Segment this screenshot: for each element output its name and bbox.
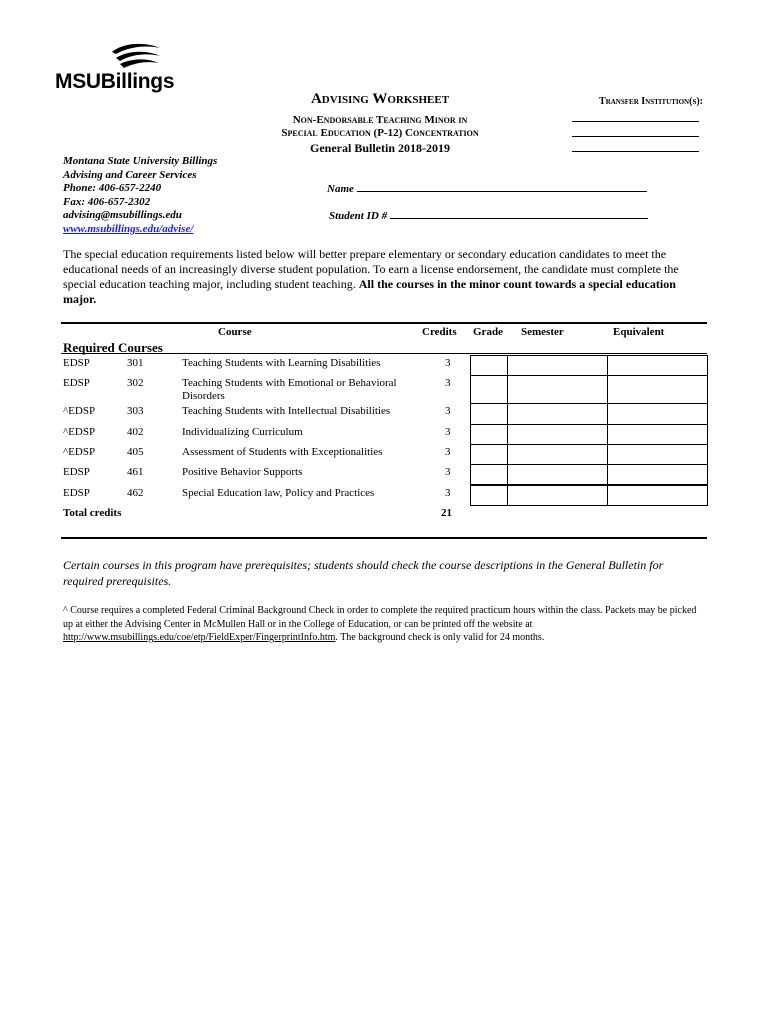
table-row <box>61 355 707 375</box>
grade-cell[interactable] <box>470 464 508 485</box>
table-row <box>61 464 707 484</box>
course-number: 462 <box>127 487 144 499</box>
table-row <box>61 444 707 464</box>
table-row <box>61 375 707 403</box>
grade-cell[interactable] <box>470 485 508 506</box>
course-credits: 3 <box>445 466 451 478</box>
course-number: 303 <box>127 405 144 417</box>
equivalent-cell[interactable] <box>607 485 708 506</box>
intro-paragraph <box>63 247 703 307</box>
course-credits: 3 <box>445 357 451 369</box>
course-number: 405 <box>127 446 144 458</box>
intro-bold-text: All the courses in the minor count towards a special education major. <box>63 277 676 306</box>
subtitle-line-1: Non-Endorsable Teaching Minor in <box>292 114 468 126</box>
course-title: Individualizing Curriculum <box>182 426 303 438</box>
equivalent-cell[interactable] <box>607 464 708 485</box>
total-credits-value: 21 <box>441 507 452 519</box>
grade-cell[interactable] <box>470 375 508 404</box>
required-courses-label: Required Courses <box>63 340 163 355</box>
semester-cell[interactable] <box>507 355 608 376</box>
semester-cell[interactable] <box>507 375 608 404</box>
subtitle-line-2: Special Education (P-12) Concentration <box>281 127 479 139</box>
equivalent-cell[interactable] <box>607 403 708 425</box>
course-title: Positive Behavior Supports <box>182 466 303 478</box>
course-prefix: EDSP <box>63 466 90 478</box>
course-number: 301 <box>127 357 144 369</box>
grade-cell[interactable] <box>470 424 508 445</box>
semester-cell[interactable] <box>507 485 608 506</box>
course-prefix: EDSP <box>63 487 90 499</box>
contact-website-link[interactable]: www.msubillings.edu/advise/ <box>63 222 194 235</box>
intro-text: The special education requirements listed below will better prepare elementary or secondary education candidates to meet the educational needs of an increasingly diverse student population. To earn a license endorsement, the candidate must complete the special education teaching major, including student teaching. <box>63 247 679 291</box>
student-id-label: Student ID # <box>329 210 388 222</box>
course-title: Teaching Students with Emotional or Behavioral Disorders <box>182 377 397 402</box>
header-equivalent: Equivalent <box>613 326 665 338</box>
course-number: 461 <box>127 466 144 478</box>
header-semester: Semester <box>521 326 564 338</box>
footnote-text: ^ Course requires a completed Federal Criminal Background Check in order to complete the required practicum hours within the class. Packets may be picked up at either the Advising Center in McMullen Hall or in the College of Education, or can be printed off the website at <box>63 605 697 630</box>
table-row <box>61 403 707 424</box>
background-check-footnote <box>63 604 708 645</box>
course-credits: 3 <box>445 377 451 389</box>
course-number: 302 <box>127 377 144 389</box>
contact-email: advising@msubillings.edu <box>63 209 182 222</box>
header-credits: Credits <box>422 326 457 338</box>
logo-swoosh-icon <box>110 42 162 70</box>
course-prefix: ^EDSP <box>63 405 96 417</box>
course-credits: 3 <box>445 446 451 458</box>
course-number: 402 <box>127 426 144 438</box>
contact-fax: Fax: 406-657-2302 <box>63 195 151 208</box>
grade-cell[interactable] <box>470 355 508 376</box>
transfer-institution-line-2[interactable] <box>572 136 699 137</box>
footnote-tail: . The background check is only valid for 24 months. <box>335 632 545 643</box>
header-course: Course <box>218 326 252 338</box>
semester-cell[interactable] <box>507 403 608 425</box>
course-title: Special Education law, Policy and Practices <box>182 487 375 499</box>
course-credits: 3 <box>445 426 451 438</box>
table-top-rule <box>61 322 707 324</box>
fingerprint-info-link[interactable]: http://www.msubillings.edu/coe/etp/FieldExper/FingerprintInfo.htm <box>63 632 336 643</box>
transfer-institution-line-3[interactable] <box>572 151 699 152</box>
contact-phone: Phone: 406-657-2240 <box>63 182 162 195</box>
course-prefix: ^EDSP <box>63 446 96 458</box>
transfer-institution-line-1[interactable] <box>572 121 699 122</box>
student-id-field <box>329 208 648 222</box>
course-prefix: EDSP <box>63 377 90 389</box>
contact-block <box>63 155 217 237</box>
bulletin-year: General Bulletin 2018-2019 <box>310 141 450 155</box>
semester-cell[interactable] <box>507 464 608 485</box>
semester-cell[interactable] <box>507 424 608 445</box>
course-credits: 3 <box>445 405 451 417</box>
course-title: Teaching Students with Learning Disabilities <box>182 357 381 369</box>
equivalent-cell[interactable] <box>607 375 708 404</box>
name-input-line[interactable] <box>357 181 647 192</box>
course-title: Teaching Students with Intellectual Disabilities <box>182 405 391 417</box>
contact-office: Advising and Career Services <box>63 168 197 181</box>
equivalent-cell[interactable] <box>607 444 708 465</box>
table-row <box>61 485 707 505</box>
total-credits-label: Total credits <box>63 507 122 519</box>
section-rule <box>61 353 707 354</box>
course-prefix: ^EDSP <box>63 426 96 438</box>
contact-university: Montana State University Billings <box>63 155 218 167</box>
semester-cell[interactable] <box>507 444 608 465</box>
equivalent-cell[interactable] <box>607 424 708 445</box>
course-title: Assessment of Students with Exceptionalities <box>182 446 383 458</box>
table-bottom-rule <box>61 537 707 539</box>
grade-cell[interactable] <box>470 403 508 425</box>
name-field <box>327 181 647 195</box>
msu-billings-logo <box>55 42 215 94</box>
course-credits: 3 <box>445 487 451 499</box>
prerequisite-note: Certain courses in this program have prerequisites; students should check the course descriptions in the General Bulletin for required prerequisites. <box>63 558 664 588</box>
name-label: Name <box>327 183 354 195</box>
grade-cell[interactable] <box>470 444 508 465</box>
page-title: Advising Worksheet <box>310 91 450 107</box>
course-prefix: EDSP <box>63 357 90 369</box>
student-id-input-line[interactable] <box>390 208 648 219</box>
logo-wordmark: MSUBillings <box>55 70 175 93</box>
table-row <box>61 424 707 444</box>
header-grade: Grade <box>473 326 503 338</box>
transfer-institution-label: Transfer Institution(s): <box>599 96 703 107</box>
equivalent-cell[interactable] <box>607 355 708 376</box>
